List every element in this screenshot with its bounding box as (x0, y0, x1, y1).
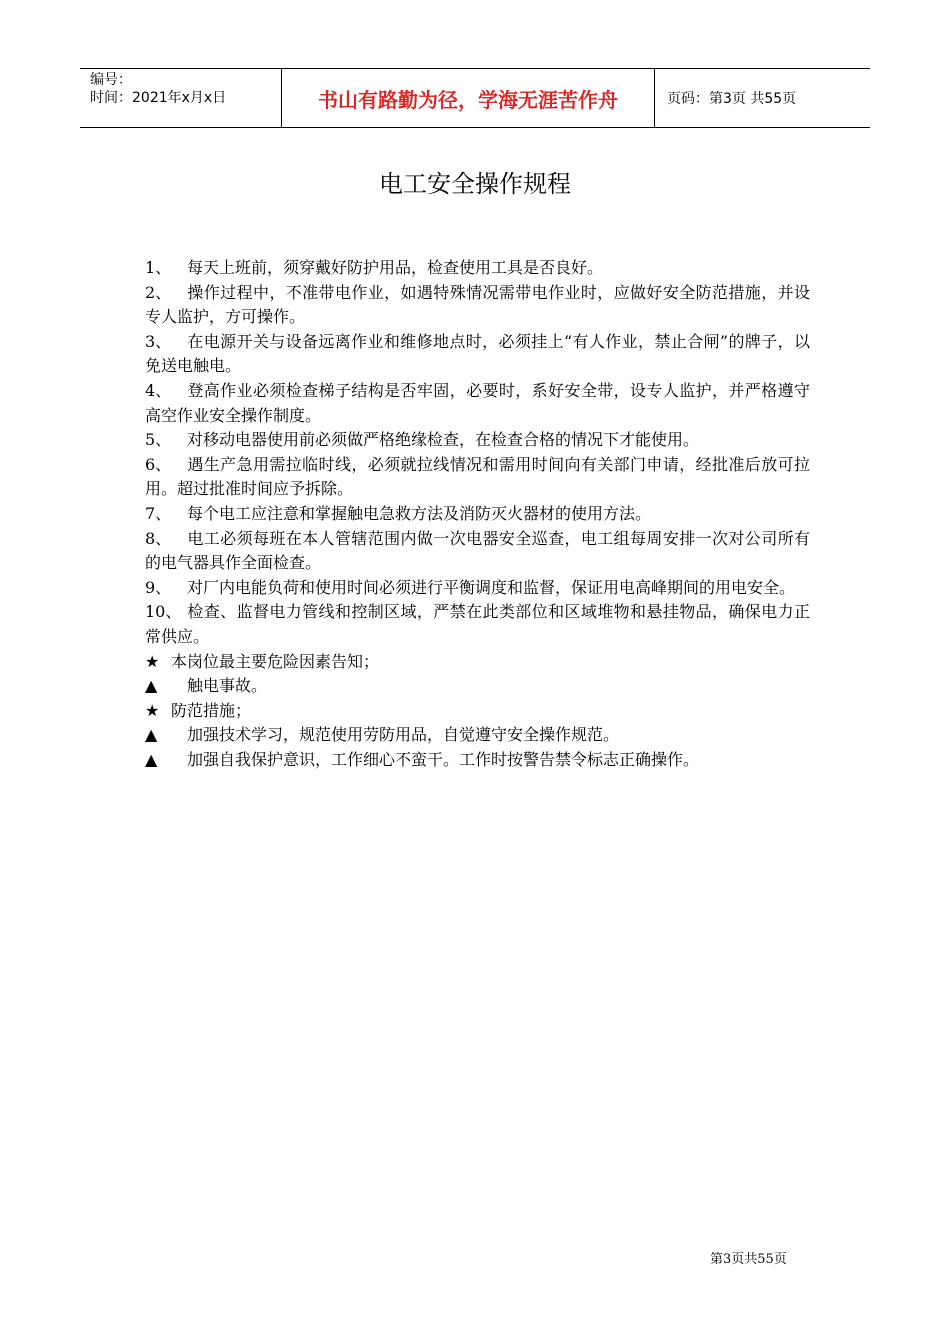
rule-text: 每天上班前，须穿戴好防护用品，检查使用工具是否良好。 (187, 258, 604, 277)
rule-item (145, 256, 810, 281)
page-header (80, 68, 870, 128)
measures-heading-text: 防范措施； (171, 700, 252, 720)
rule-text: 检查、监督电力管线和控制区域，严禁在此类部位和区域堆物和悬挂物品，确保电力正常供应。 (145, 602, 810, 646)
rule-text: 对厂内电能负荷和使用时间必须进行平衡调度和监督，保证用电高峰期间的用电安全。 (187, 577, 796, 597)
measure-text: 加强技术学习，规范使用劳防用品，自觉遵守安全操作规范。 (187, 725, 620, 745)
triangle-icon: ▲ (145, 676, 158, 696)
rule-item (145, 600, 810, 649)
document-body (145, 256, 810, 772)
hazard-text: 触电事故。 (187, 676, 268, 696)
star-icon: ★ (145, 651, 160, 671)
rule-text: 电工必须每班在本人管辖范围内做一次电器安全巡查，电工组每周安排一次对公司所有的电气器具作全面检查。 (145, 528, 810, 573)
rule-item (145, 527, 810, 576)
page-footer: 第3页共55页 (710, 1252, 787, 1267)
rule-number: 7、 (145, 503, 172, 523)
rule-item (145, 428, 810, 453)
header-motto: 书山有路勤为径，学海无涯苦作舟 (281, 69, 655, 127)
rule-number: 2、 (145, 282, 172, 302)
rule-number: 9、 (145, 577, 172, 597)
rule-number: 1、 (145, 258, 172, 277)
star-icon: ★ (145, 700, 160, 720)
rule-item (145, 330, 810, 379)
rule-text: 对移动电器使用前必须做严格绝缘检查，在检查合格的情况下才能使用。 (187, 430, 700, 450)
header-meta (80, 69, 281, 127)
triangle-icon: ▲ (145, 749, 158, 769)
rule-text: 遇生产急用需拉临时线，必须就拉线情况和需用时间向有关部门申请，经批准后放可拉用。超过批准时间应予拆除。 (145, 454, 810, 499)
triangle-icon: ▲ (145, 725, 158, 745)
rule-text: 在电源开关与设备远离作业和维修地点时，必须挂上“有人作业，禁止合闸”的牌子，以免送电触电。 (145, 331, 810, 376)
rule-item (145, 502, 810, 527)
rule-item (145, 281, 810, 330)
rule-number: 6、 (145, 454, 172, 474)
time-label: 时间：2021年x月x日 (90, 90, 227, 106)
rule-text: 每个电工应注意和掌握触电急救方法及消防灭火器材的使用方法。 (187, 503, 652, 523)
measure-item (145, 748, 810, 773)
hazards-heading (145, 650, 810, 675)
measure-item (145, 723, 810, 748)
header-page-info: 页码：第3页 共55页 (667, 91, 797, 107)
rule-item (145, 379, 810, 428)
measures-heading (145, 699, 810, 724)
code-label: 编号： (90, 72, 132, 88)
measure-text: 加强自我保护意识，工作细心不蛮干。工作时按警告禁令标志正确操作。 (187, 749, 700, 769)
rule-number: 8、 (145, 528, 172, 548)
rule-item (145, 453, 810, 502)
rule-text: 登高作业必须检查梯子结构是否牢固，必要时，系好安全带，设专人监护，并严格遵守高空作业安全操作制度。 (145, 380, 810, 425)
hazards-heading-text: 本岗位最主要危险因素告知； (171, 651, 380, 671)
rule-number: 3、 (145, 331, 172, 351)
rule-number: 4、 (145, 380, 172, 400)
rule-number: 10、 (145, 602, 182, 622)
document-title: 电工安全操作规程 (379, 170, 571, 198)
rule-number: 5、 (145, 430, 172, 450)
rule-item (145, 576, 810, 601)
rule-text: 操作过程中，不准带电作业，如遇特殊情况需带电作业时，应做好安全防范措施，并设专人监护，方可操作。 (145, 282, 810, 327)
hazard-item (145, 674, 810, 699)
